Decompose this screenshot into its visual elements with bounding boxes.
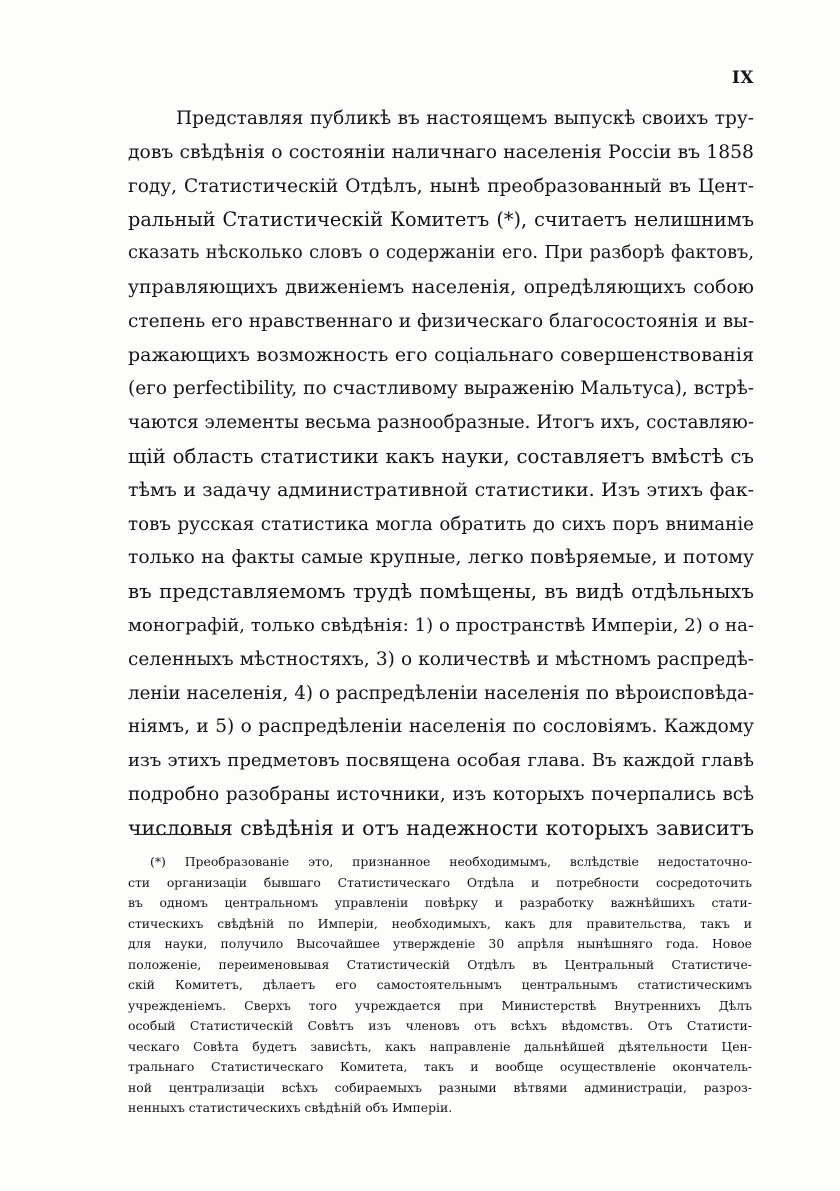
text-line: щій область статистики какъ науки, составляетъ вмѣстѣ съ [128, 444, 754, 468]
text-line: управляющихъ движеніемъ населенія, опредѣляющихъ собою [128, 276, 754, 298]
footnote-line: ческаго Совѣта будетъ зависѣть, какъ направленіе дальнѣйшей дѣятельности Цен- [128, 1038, 752, 1054]
text-line: въ представляемомъ трудѣ помѣщены, въ видѣ отдѣльныхъ [128, 580, 754, 604]
text-line: тѣмъ и задачу административной статистики. Изъ этихъ фак- [128, 478, 754, 501]
main-text-block [128, 102, 754, 846]
text-line: числовыя свѣдѣнія и отъ надежности которыхъ зависитъ [128, 815, 754, 840]
text-line: только на факты самые крупные, легко повѣряемые, и потому [128, 547, 754, 569]
footnote-line: тральнаго Статистическаго Комитета, такъ и вообще осуществленіе окончатель- [128, 1059, 752, 1074]
footnote-line: для науки, получило Высочайшее утвержденіе 30 апрѣля нынѣшняго года. Новое [128, 936, 752, 951]
footnote-line: учрежденіемъ. Сверхъ того учреждается при Министерствѣ Внутреннихъ Дѣлъ [128, 997, 752, 1013]
text-line: товъ русская статистика могла обратить до сихъ поръ вниманіе [128, 513, 754, 535]
footnote-block [128, 852, 752, 1119]
footnote-line: скій Комитетъ, дѣлаетъ его самостоятельнымъ центральнымъ статистическимъ [128, 977, 752, 992]
footnote-line: сти организаціи бывшаго Статистическаго Отдѣла и потребности сосредоточить [128, 874, 752, 890]
text-line: подробно разобраны источники, изъ которыхъ почерпались всѣ [128, 783, 754, 805]
text-line: довъ свѣдѣнія о состояніи наличнаго населенія Россіи въ 1858 [128, 141, 754, 163]
text-line: ніямъ, и 5) о распредѣленіи населенія по сословіямъ. Каждому [128, 716, 754, 738]
footnote-line: положеніе, переименовывая Статистическій Отдѣлъ въ Центральный Статистиче- [128, 956, 752, 972]
page-number: IX [731, 68, 754, 88]
text-line: Представляя публикѣ въ настоящемъ выпускѣ своихъ тру- [176, 108, 754, 129]
text-line: степень его нравственнаго и физическаго благосостоянія и вы- [128, 310, 755, 332]
text-line: сказать нѣсколько словъ о содержаніи его. При разборѣ фактовъ, [128, 243, 754, 264]
text-line: ральный Статистическій Комитетъ (*), считаетъ нелишнимъ [128, 208, 754, 232]
text-line: чаются элементы весьма разнообразные. Итогъ ихъ, составляю- [128, 412, 754, 434]
footnote-line: стическихъ свѣдѣній по Имперіи, необходимыхъ, какъ для правительства, такъ и [128, 915, 752, 931]
footnote-line: особый Статистическій Совѣтъ изъ членовъ отъ всѣхъ вѣдомствъ. Отъ Статисти- [128, 1018, 752, 1033]
text-line: селенныхъ мѣстностяхъ, 3) о количествѣ и мѣстномъ распредѣ- [128, 648, 754, 670]
footnote-line: (*) Преобразованіе это, признанное необходимымъ, вслѣдствіе недостаточно- [150, 854, 752, 869]
text-line: ражающихъ возможность его соціальнаго совершенствованія [128, 343, 754, 366]
text-line: (его perfectibility, по счастливому выраженію Мальтуса), встрѣ- [128, 378, 754, 400]
footnote-separator-rule [134, 834, 222, 835]
text-line: монографій, только свѣдѣнія: 1) о пространствѣ Имперіи, 2) о на- [128, 614, 754, 636]
footnote-line: ной централизаціи всѣхъ собираемыхъ разными вѣтвями администраціи, разроз- [128, 1079, 752, 1095]
text-line: изъ этихъ предметовъ посвящена особая глава. Въ каждой главѣ [128, 750, 754, 772]
text-line: леніи населенія, 4) о распредѣленіи населенія по вѣроисповѣда- [128, 682, 754, 704]
footnote-line: ненныхъ статистическихъ свѣдѣній объ Имперіи. [128, 1100, 453, 1115]
text-line: году, Статистическій Отдѣлъ, нынѣ преобразованный въ Цент- [128, 175, 754, 197]
footnote-line: въ одномъ центральномъ управленіи повѣрку и разработку важнѣйшихъ стати- [128, 895, 752, 910]
